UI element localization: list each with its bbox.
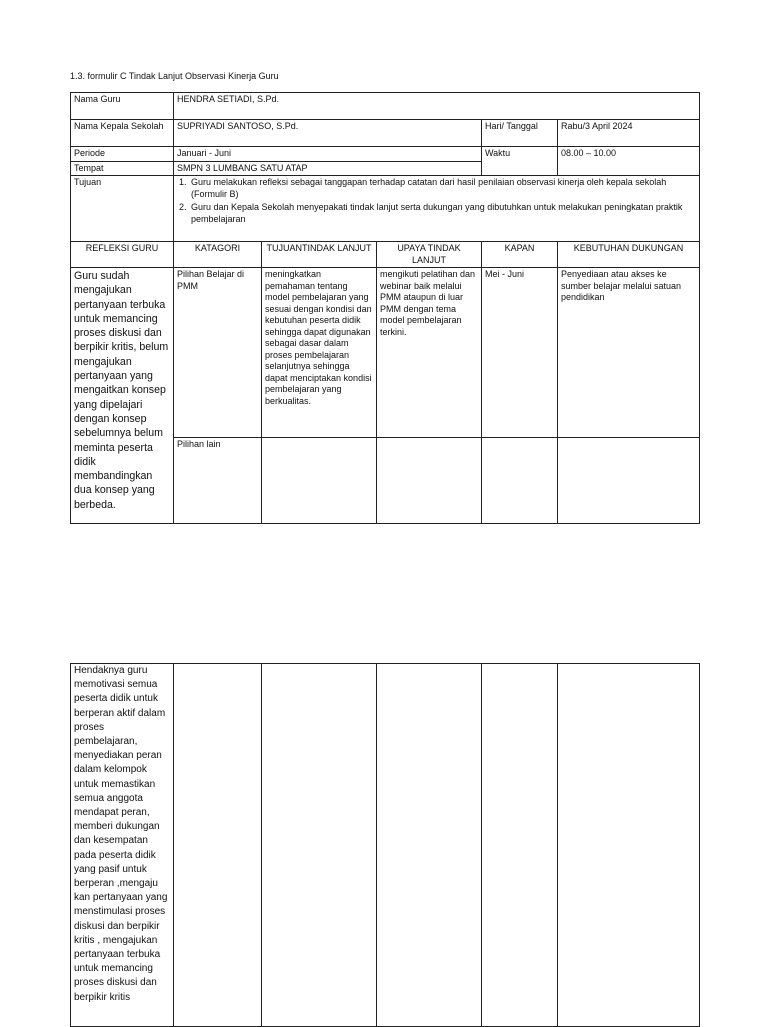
tujuan-content [174,176,700,242]
tujuan-label: Tujuan [71,176,174,242]
katagori-cell: Pilihan lain [174,438,262,524]
tujuan-tindak-lanjut-cell [262,438,377,524]
nama-guru-label: Nama Guru [71,93,174,120]
tujuan-tindak-lanjut-cell: meningkatkan pemahaman tentang model pembelajaran yang sesuai dengan kondisi dan kebutuhan peserta didik sehingga dapat digunakan sebagai dasar dalam proses pembelajaran selanjutnya sehingga dapat menciptakan kondisi pembelajaran yang berkualitas. [262,268,377,438]
header-katagori: KATAGORI [174,242,262,268]
row-kepala-sekolah [71,120,700,147]
kapan-cell [482,438,558,524]
table-header-row [71,242,700,268]
kapan-cell: Mei - Juni [482,268,558,438]
row-nama-guru [71,93,700,120]
upaya-tindak-lanjut-cell: mengikuti pelatihan dan webinar baik melalui PMM ataupun di luar PMM dengan tema model pembelajaran terkini. [377,268,482,438]
kebutuhan-dukungan-cell: Penyediaan atau akses ke sumber belajar melalui satuan pendidikan [558,268,700,438]
kapan-cell [482,664,558,1027]
header-refleksi-guru: REFLEKSI GURU [71,242,174,268]
table-row [71,664,700,1027]
upaya-tindak-lanjut-cell [377,664,482,1027]
header-kapan: KAPAN [482,242,558,268]
tujuan-item: Guru dan Kepala Sekolah menyepakati tindak lanjut serta dukungan yang dibutuhkan untuk melakukan peningkatan praktik pembelajaran [191,202,683,224]
periode-value: Januari - Juni [174,147,482,162]
continuation-table [70,663,700,1027]
row-periode [71,147,700,162]
tempat-value: SMPN 3 LUMBANG SATU ATAP [174,161,482,176]
katagori-cell: Pilihan Belajar di PMM [174,268,262,438]
header-kebutuhan-dukungan: KEBUTUHAN DUKUNGAN [558,242,700,268]
tujuan-tindak-lanjut-cell [262,664,377,1027]
katagori-cell [174,664,262,1027]
hari-tanggal-label: Hari/ Tanggal [482,120,558,147]
kebutuhan-dukungan-cell [558,438,700,524]
header-upaya-tindak-lanjut: UPAYA TINDAK LANJUT [377,242,482,268]
table-row [71,268,700,438]
tujuan-list [177,177,696,225]
kebutuhan-dukungan-cell [558,664,700,1027]
row-tujuan [71,176,700,242]
waktu-label: Waktu [482,147,558,176]
waktu-value: 08.00 – 10.00 [558,147,700,176]
kepala-sekolah-value: SUPRIYADI SANTOSO, S.Pd. [174,120,482,147]
tempat-label: Tempat [71,161,174,176]
nama-guru-value: HENDRA SETIADI, S.Pd. [174,93,700,120]
tujuan-item: Guru melakukan refleksi sebagai tanggapan terhadap catatan dari hasil penilaian observasi kinerja oleh kepala sekolah (Formulir B) [191,177,667,199]
kepala-sekolah-label: Nama Kepala Sekolah [71,120,174,147]
observation-form-table [70,92,700,524]
refleksi-guru-cell: Hendaknya guru memotivasi semua peserta didik untuk berperan aktif dalam proses pembelajaran, menyediakan peran dalam kelompok untuk memastikan semua anggota mendapat peran, memberi dukungan dan kesempatan pada peserta didik yang pasif untuk berperan ,mengaju kan pertanyaan yang menstimulasi proses diskusi dan berpikir kritis , mengajukan pertanyaan terbuka untuk memancing proses diskusi dan berpikir kritis [71,664,174,1027]
form-heading: 1.3. formulir C Tindak Lanjut Observasi Kinerja Guru [70,71,279,81]
header-tujuan-tindak-lanjut: TUJUANTINDAK LANJUT [262,242,377,268]
refleksi-guru-cell: Guru sudah mengajukan pertanyaan terbuka untuk memancing proses diskusi dan berpikir kritis, belum mengajukan pertanyaan yang mengaitkan konsep yang dipelajari dengan konsep sebelumnya belum meminta peserta didik membandingkan dua konsep yang berbeda. [71,268,174,524]
hari-tanggal-value: Rabu/3 April 2024 [558,120,700,147]
periode-label: Periode [71,147,174,162]
upaya-tindak-lanjut-cell [377,438,482,524]
